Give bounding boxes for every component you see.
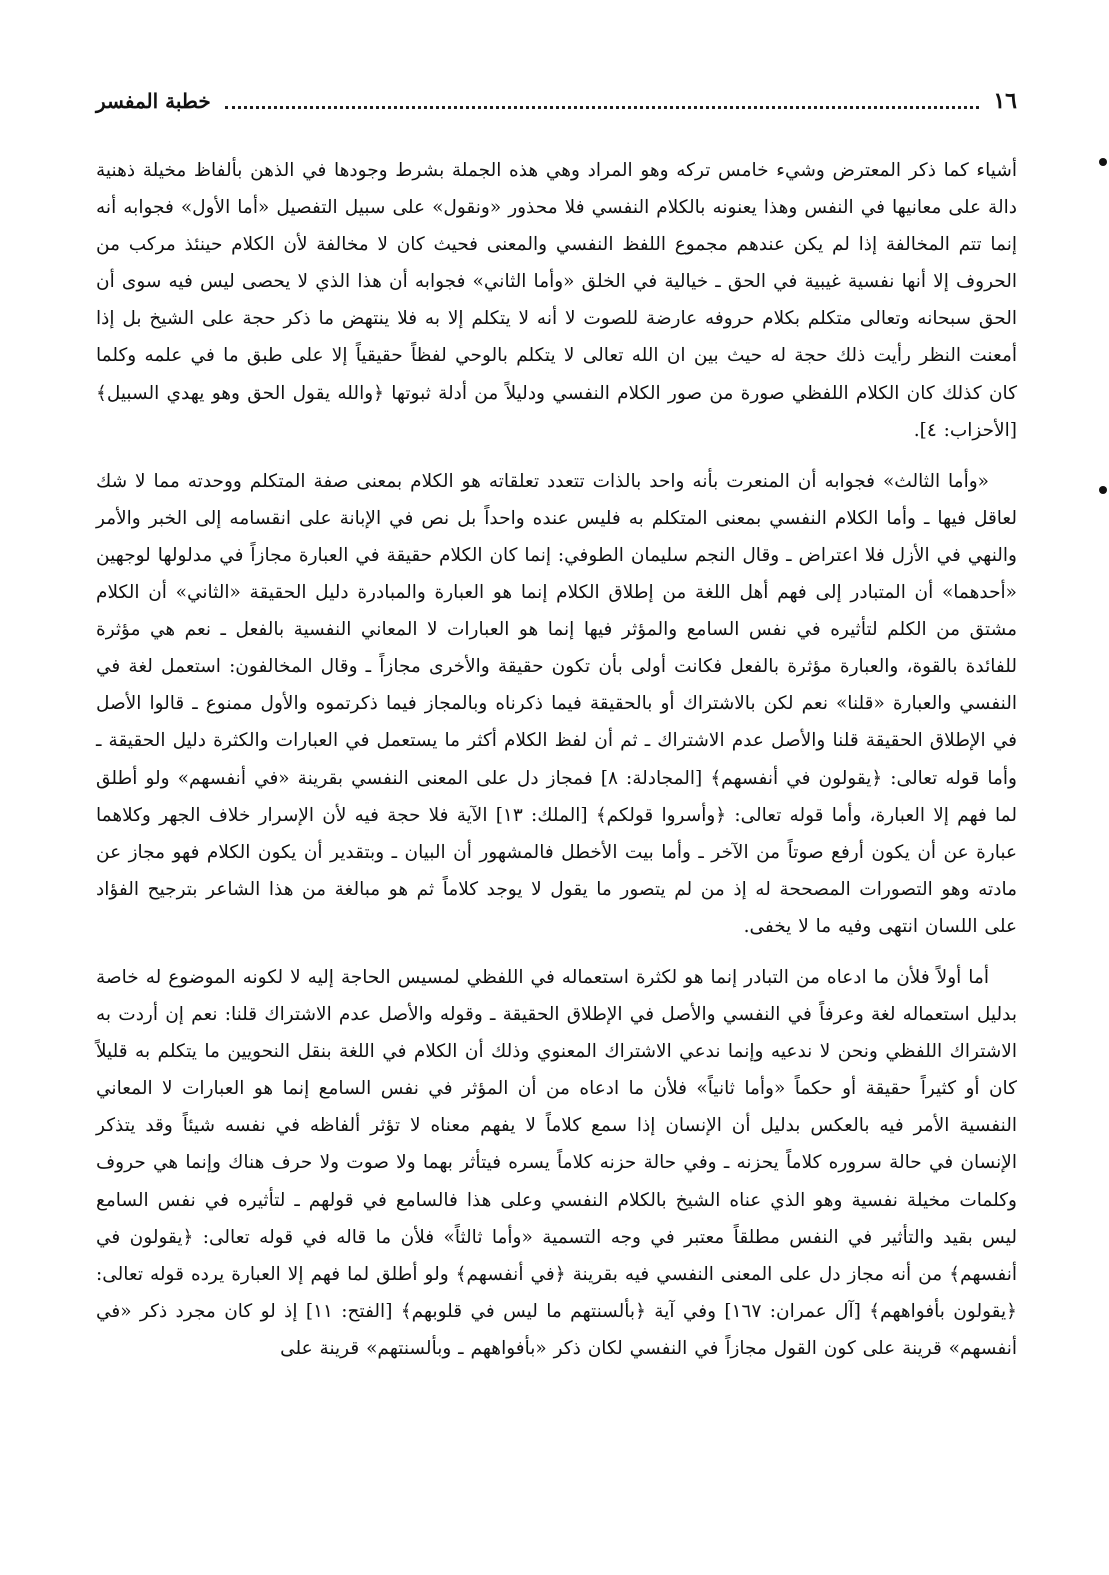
running-title: خطبة المفسر bbox=[96, 89, 211, 113]
paragraph-3: أما أولاً فلأن ما ادعاه من التبادر إنما هو لكثرة استعماله في اللفظي لمسيس الحاجة إليه لا لكونه الموضوع له خاصة بدليل استعماله لغة وعرفاً في النفسي والأصل في الإطلاق الحقيقة ـ وقوله والأصل عدم الاشتراك قلنا: نعم إن أردت به الاشتراك اللفظي ونحن لا ندعيه وإنما ندعي الاشتراك المعنوي وذلك أن الكلام في اللغة بنقل النحويين ما يتكلم به قليلاً كان أو كثيراً حقيقة أو حكماً «وأما ثانياً» فلأن ما ادعاه من أن المؤثر في نفس السامع إنما هو العبارات لا المعاني النفسية الأمر فيه بالعكس بدليل أن الإنسان إذا سمع كلاماً لا يفهم معناه لا تؤثر ألفاظه في نفسه شيئاً وقد يتذكر الإنسان في حالة سروره كلاماً يحزنه ـ وفي حالة حزنه كلاماً يسره فيتأثر بهما ولا صوت ولا حرف هناك وإنما هي حروف وكلمات مخيلة نفسية وهو الذي عناه الشيخ بالكلام النفسي وعلى هذا فالسامع في قولهم ـ لتأثيره في نفس السامع ليس بقيد والتأثير في النفس مطلقاً معتبر في وجه التسمية «وأما ثالثاً» فلأن ما قاله في قوله تعالى: ﴿يقولون في أنفسهم﴾ من أنه مجاز دل على المعنى النفسي فيه بقرينة ﴿في أنفسهم﴾ ولو أطلق لما فهم إلا العبارة يرده قوله تعالى: ﴿يقولون بأفواههم﴾ [آل عمران: ١٦٧] وفي آية ﴿بألسنتهم ما ليس في قلوبهم﴾ [الفتح: ١١] إذ لو كان مجرد ذكر «في أنفسهم» قرينة على كون القول مجازاً في النفسي لكان ذكر «بأفواههم ـ وبألسنتهم» قرينة على bbox=[96, 966, 1017, 1359]
margin-dot-mark bbox=[1099, 486, 1107, 494]
page-number: ١٦ bbox=[993, 88, 1017, 114]
header-leader-dots bbox=[225, 106, 980, 109]
paragraph-2: «وأما الثالث» فجوابه أن المنعرت بأنه واحد بالذات تتعدد تعلقاته هو الكلام بمعنى صفة المتكلم ووحدته مما لا شك لعاقل فيها ـ وأما الكلام النفسي بمعنى المتكلم به فليس عنده واحداً بل نص في الإبانة على انقسامه إلى الخبر والأمر والنهي في الأزل فلا اعتراض ـ وقال النجم سليمان الطوفي: إنما كان الكلام حقيقة في العبارة مجازاً في مدلولها لوجهين «أحدهما» أن المتبادر إلى فهم أهل اللغة من إطلاق الكلام إنما هو العبارة والمبادرة دليل الحقيقة «الثاني» أن الكلام مشتق من الكلم لتأثيره في نفس السامع والمؤثر فيها إنما هو العبارات لا المعاني النفسية بالفعل ـ نعم هي مؤثرة للفائدة بالقوة، والعبارة مؤثرة بالفعل فكانت أولى بأن تكون حقيقة والأخرى مجازاً ـ وقال المخالفون: استعمل لغة في النفسي والعبارة «قلنا» نعم لكن بالاشتراك أو بالحقيقة فيما ذكرناه وبالمجاز فيما ذكرتموه والأول ممنوع ـ قالوا الأصل في الإطلاق الحقيقة قلنا والأصل عدم الاشتراك ـ ثم أن لفظ الكلام أكثر ما يستعمل في العبارات والكثرة دليل الحقيقة ـ وأما قوله تعالى: ﴿يقولون في أنفسهم﴾ [المجادلة: ٨] فمجاز دل على المعنى النفسي بقرينة «في أنفسهم» ولو أطلق لما فهم إلا العبارة، وأما قوله تعالى: ﴿وأسروا قولكم﴾ [الملك: ١٣] الآية فلا حجة فيه لأن الإسرار خلاف الجهر وكلاهما عبارة عن أن يكون أرفع صوتاً من الآخر ـ وأما بيت الأخطل فالمشهور أن البيان ـ وبتقدير أن يكون الكلام فهو مجاز عن مادته وهو التصورات المصححة له إذ من لم يتصور ما يقول لا يوجد كلاماً ثم هو مبالغة من هذا الشاعر بترجيح الفؤاد على اللسان انتهى وفيه ما لا يخفى. bbox=[96, 470, 1018, 937]
page-header bbox=[96, 84, 1017, 118]
margin-dot-mark bbox=[1099, 158, 1107, 166]
page-body bbox=[96, 152, 1017, 1367]
paragraph-1: أشياء كما ذكر المعترض وشيء خامس تركه وهو المراد وهي هذه الجملة بشرط وجودها في الذهن بألفاظ مخيلة ذهنية دالة على معانيها في النفس وهذا يعنونه بالكلام النفسي فلا محذور «ونقول» على سبيل التفصيل «أما الأول» فجوابه أنه إنما تتم المخالفة إذا لم يكن عندهم مجموع اللفظ النفسي والمعنى فحيث كان لا مخالفة لأن الكلام حينئذ مركب من الحروف إلا أنها نفسية غيبية في الحق ـ خيالية في الخلق «وأما الثاني» فجوابه أن هذا الذي لا يحصى ليس فيه سوى أن الحق سبحانه وتعالى متكلم بكلام حروفه عارضة للصوت لا أنه لا يتكلم إلا به فلا ينتهض ما ذكر حجة على الشيخ بل إذا أمعنت النظر رأيت ذلك حجة له حيث بين ان الله تعالى لا يتكلم بالوحي لفظاً حقيقياً إلا على طبق ما في علمه وكلما كان كذلك كان الكلام اللفظي صورة من صور الكلام النفسي ودليلاً من أدلة ثبوتها ﴿والله يقول الحق وهو يهدي السبيل﴾ [الأحزاب: ٤]. bbox=[96, 160, 1017, 441]
